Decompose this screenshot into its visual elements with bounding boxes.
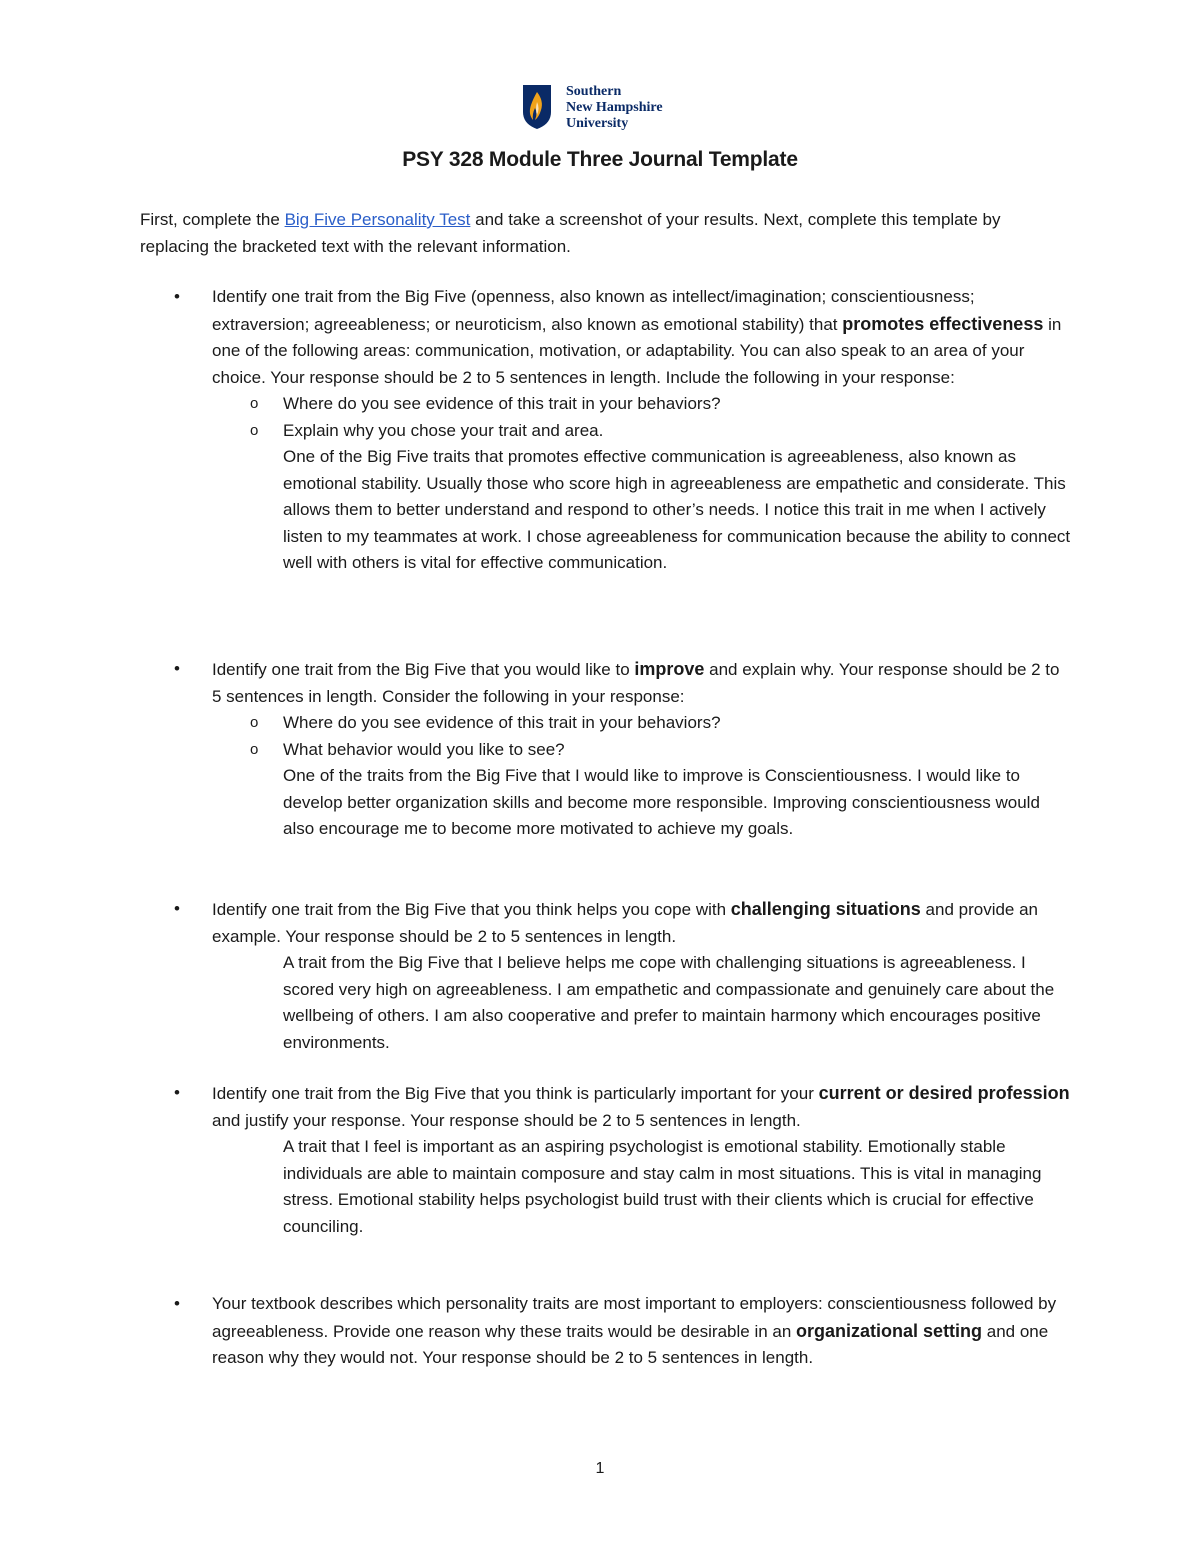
prompt-text-part: Identify one trait from the Big Five (openness, also known as intellect/imagination; conscientiousness; extraversion; agreeableness; or neuroticism, also known as emotional stability) that xyxy=(212,287,975,334)
prompt-text xyxy=(212,1080,1072,1134)
sub-question-2 xyxy=(212,418,1072,445)
prompt-text-part: and one reason why they would not. Your response should be 2 to 5 sentences in length. xyxy=(212,1321,1049,1367)
prompt-text xyxy=(212,1291,1072,1372)
prompt-section-1 xyxy=(174,284,1072,577)
sub-question-text: Where do you see evidence of this trait in your behaviors? xyxy=(283,713,721,732)
bullet-icon: • xyxy=(174,1083,180,1102)
prompt-emphasis: promotes effectiveness xyxy=(842,313,1044,334)
prompt-text xyxy=(212,284,1072,391)
prompt-text-part: and explain why. Your response should be 2 to 5 sentences in length. Consider the following in your response: xyxy=(212,660,1060,706)
prompt-text-part: Identify one trait from the Big Five that you think helps you cope with xyxy=(212,900,731,919)
sub-question-1 xyxy=(212,710,1072,737)
prompt-section-3 xyxy=(174,896,1072,1056)
logo-line-2: New Hampshire xyxy=(566,100,663,115)
sub-question-2 xyxy=(212,737,1072,764)
logo-line-1: Southern xyxy=(566,84,622,99)
prompt-text-part: Identify one trait from the Big Five that you would like to xyxy=(212,660,635,679)
prompt-section-5 xyxy=(174,1291,1072,1372)
prompt-text-part: Your textbook describes which personality traits are most important to employers: conscientiousness followed by agreeableness. Provide one reason why these traits would be desirable in an xyxy=(212,1294,1057,1341)
big-five-test-link[interactable]: Big Five Personality Test xyxy=(284,210,471,229)
prompt-section-4 xyxy=(174,1080,1072,1240)
prompt-text-part: and justify your response. Your response should be 2 to 5 sentences in length. xyxy=(212,1110,801,1130)
logo-line-3: University xyxy=(566,116,629,131)
response-text[interactable]: A trait from the Big Five that I believe helps me cope with challenging situations is agreeableness. I scored very high on agreeableness. I am empathetic and compassionate and genuinely care about the wellbeing of others. I am also cooperative and prefer to maintain harmony which encourages positive environments. xyxy=(283,953,1055,1052)
response-text[interactable]: One of the traits from the Big Five that I would like to improve is Conscientiousness. I would like to develop better organization skills and become more responsible. Improving conscientiousness would also encourage me to become more motivated to achieve my goals. xyxy=(283,766,1040,838)
circle-bullet-icon: o xyxy=(250,421,259,439)
prompt-text-part: in one of the following areas: communication, motivation, or adaptability. You can also speak to an area of your choice. Your response should be 2 to 5 sentences in length. Include the following in your response: xyxy=(212,314,1062,387)
intro-paragraph xyxy=(140,206,1070,260)
prompt-emphasis: challenging situations xyxy=(730,899,921,919)
intro-text-before: First, complete the xyxy=(140,210,285,229)
prompt-text-part: Identify one trait from the Big Five that you think is particularly important for your xyxy=(212,1084,819,1103)
sub-question-text: What behavior would you like to see? xyxy=(283,739,565,759)
university-logo xyxy=(522,84,663,134)
prompt-emphasis: organizational setting xyxy=(796,1320,983,1341)
prompt-emphasis: current or desired profession xyxy=(818,1083,1070,1103)
sub-question-1 xyxy=(212,391,1072,418)
sub-question-text: Where do you see evidence of this trait in your behaviors? xyxy=(283,394,721,413)
prompt-text-part: and provide an example. Your response should be 2 to 5 sentences in length. xyxy=(212,900,1039,946)
bullet-icon: • xyxy=(174,1294,180,1313)
circle-bullet-icon: o xyxy=(250,395,259,412)
response-text[interactable]: One of the Big Five traits that promotes effective communication is agreeableness, also known as emotional stability. Usually those who score high in agreeableness are empathetic and considerate. This allows them to better understand and respond to other’s needs. I notice this trait in me when I actively listen to my teammates at work. I chose agreeableness for communication because the ability to connect well with others is vital for effective communication. xyxy=(283,447,1071,572)
circle-bullet-icon: o xyxy=(250,714,259,731)
prompt-section-2 xyxy=(174,656,1072,843)
page-number: 1 xyxy=(595,1460,605,1477)
prompt-emphasis: improve xyxy=(634,659,705,679)
response-text[interactable]: A trait that I feel is important as an aspiring psychologist is emotional stability. Emotionally stable individuals are able to maintain composure and stay calm in most situations. This is vital in managing stress. Emotional stability helps psychologist build trust with their clients which is crucial for effective counciling. xyxy=(283,1137,1042,1236)
circle-bullet-icon: o xyxy=(250,740,259,758)
prompt-text xyxy=(212,896,1072,950)
logo-wordmark xyxy=(566,84,663,132)
shield-flame-icon xyxy=(522,84,552,130)
intro-text-after: and take a screenshot of your results. Next, complete this template by replacing the bracketed text with the relevant information. xyxy=(140,210,1001,256)
sub-question-text: Explain why you chose your trait and area. xyxy=(283,420,604,440)
prompt-text xyxy=(212,656,1072,710)
page-title: PSY 328 Module Three Journal Template xyxy=(402,148,798,171)
bullet-icon: • xyxy=(174,659,180,678)
bullet-icon: • xyxy=(174,287,180,306)
bullet-icon: • xyxy=(174,899,180,918)
